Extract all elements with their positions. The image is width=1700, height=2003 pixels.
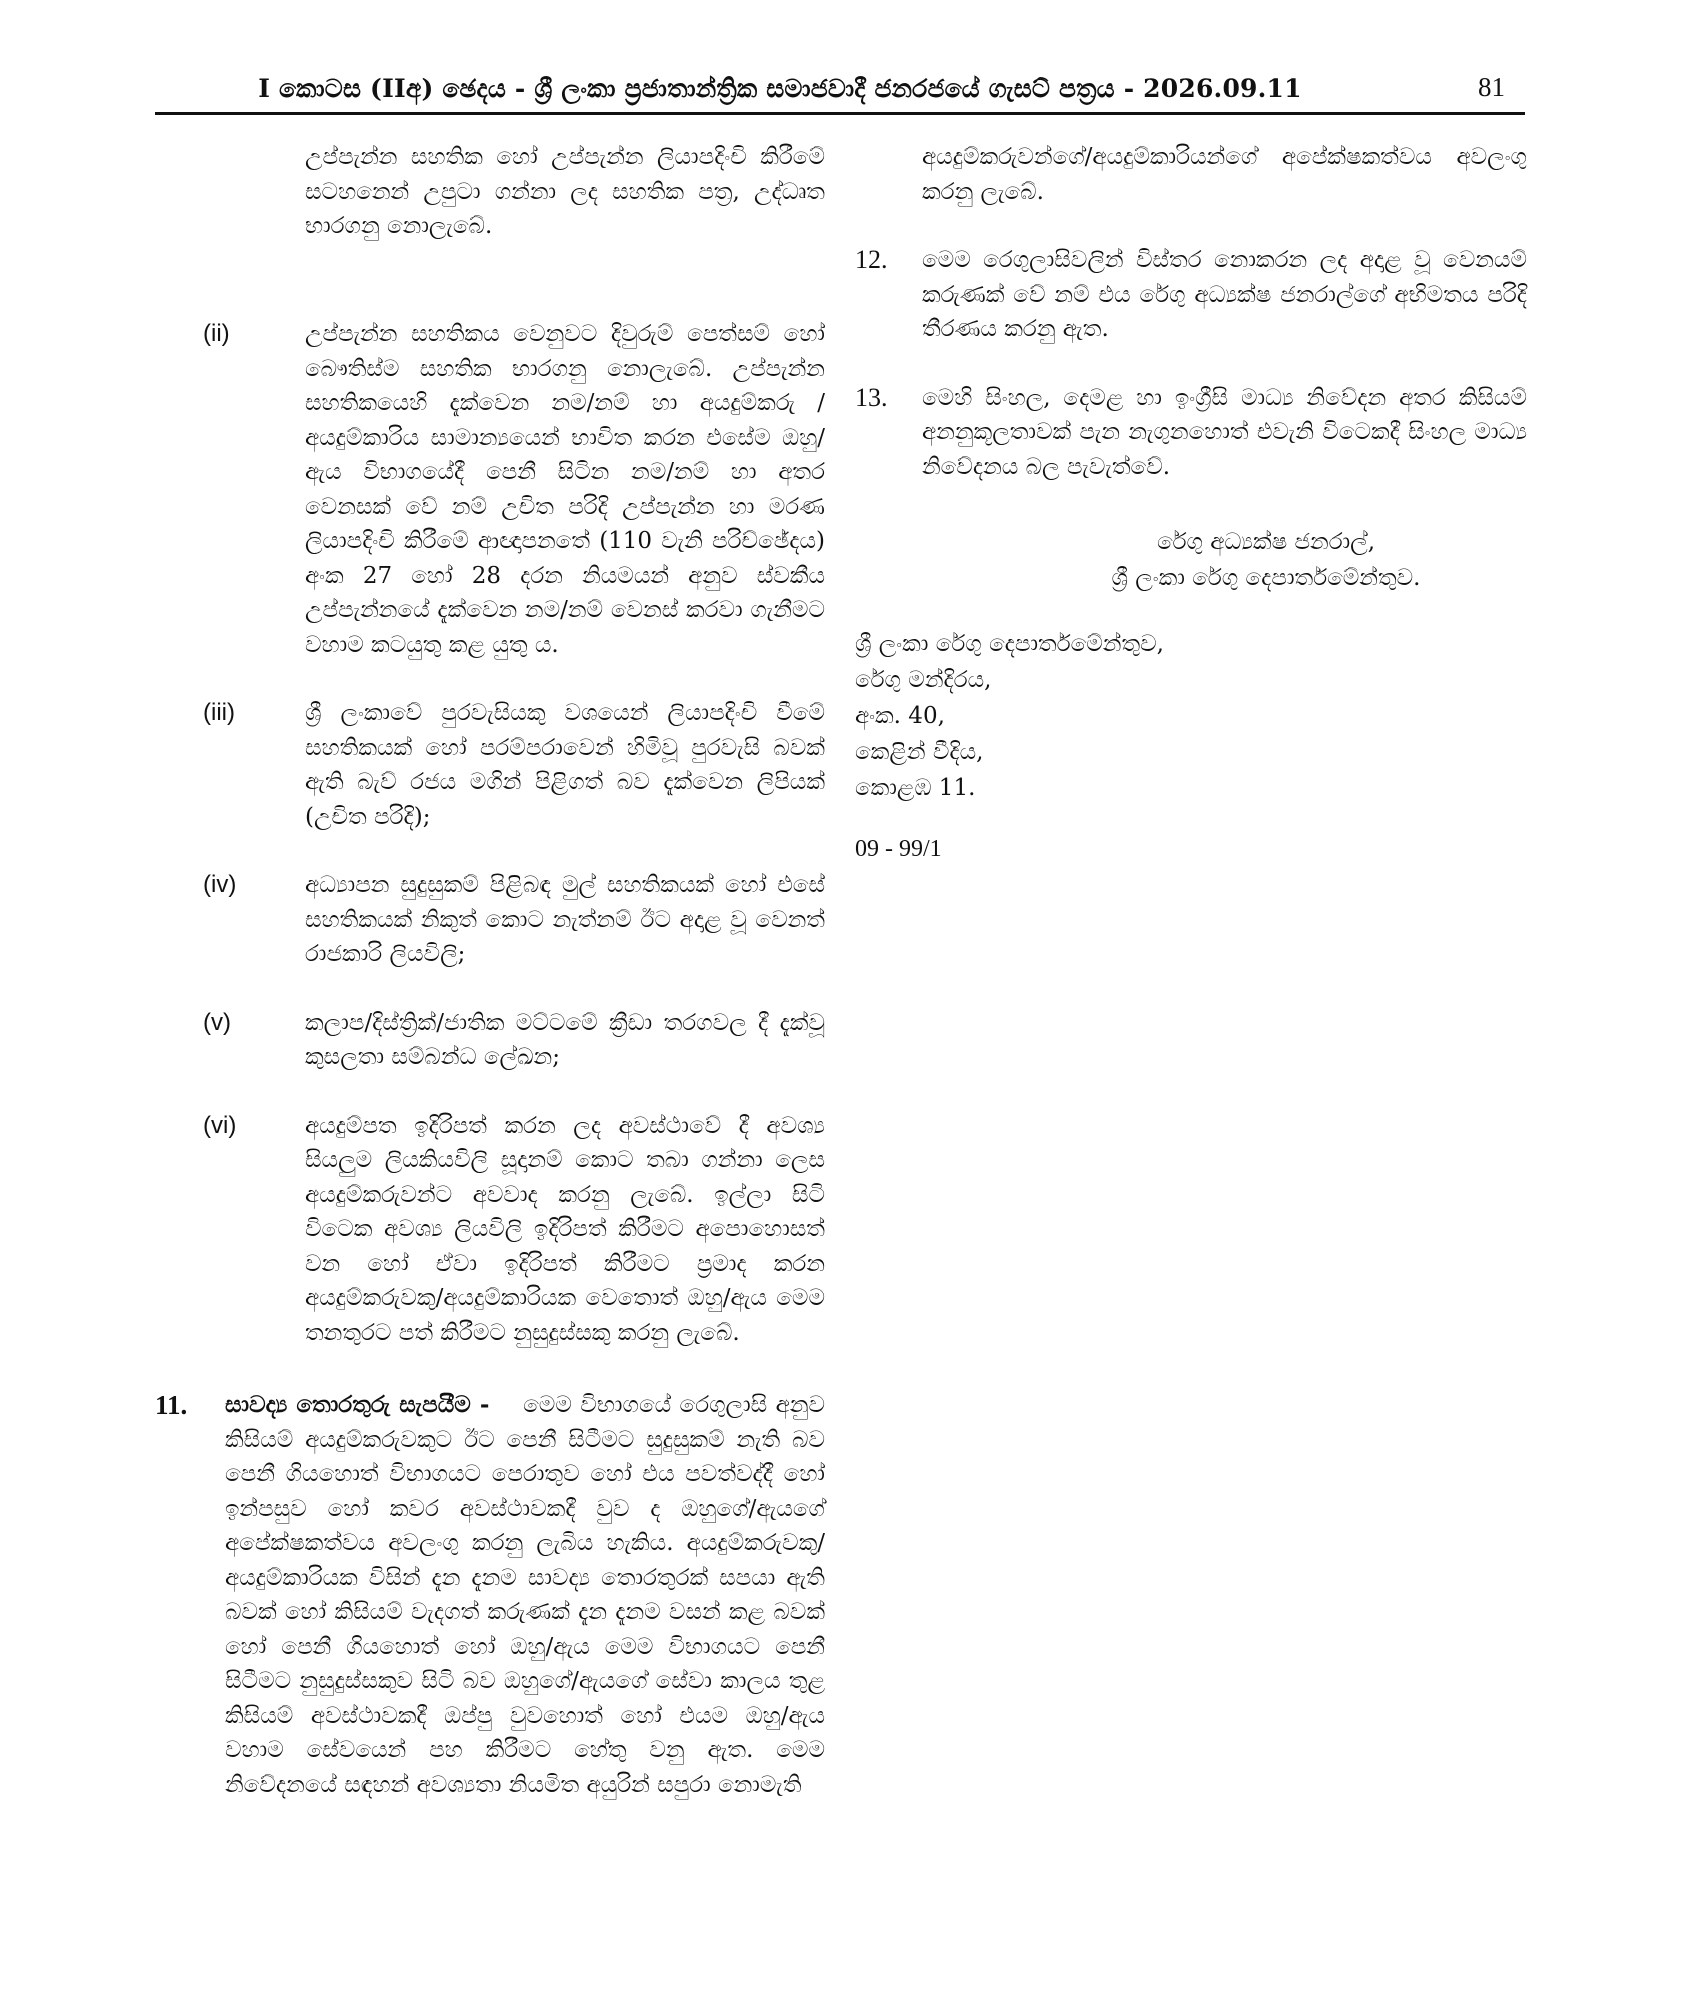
right-continuation-text: අයදුම්කරුවන්ගේ/අයදුම්කාරියන්ගේ අපේක්ෂකත්වය අවලංගු කරනු ලැබේ.: [922, 144, 1527, 205]
list-item-text: ශ්‍රී ලංකාවේ පුරවැසියකු වශයෙන් ලියාපදිංචි වීමේ සහතිකයක් හෝ පරම්පරාවෙන් හිමිවූ පුරවැසි බවක් ඇති බැව් රජය මගින් පිළිගත් බව දැක්වෙන ලිපියක් (උචිත පරිදි);: [305, 700, 825, 830]
list-item-number: (vi): [203, 1111, 237, 1139]
header-rule: [155, 112, 1525, 115]
section-number: 12.: [855, 245, 888, 274]
list-item-iv: [155, 868, 825, 972]
page-number: 81: [1478, 72, 1505, 102]
list-item-number: (iii): [203, 699, 235, 726]
section-number: 11.: [155, 1390, 188, 1420]
section-number: 13.: [855, 382, 888, 412]
address-line: රේගු මන්දිරය,: [855, 667, 992, 693]
address-line: කොළඹ 11.: [855, 775, 976, 801]
section-12: [855, 243, 1527, 347]
list-item-ii: [155, 317, 825, 662]
left-continuation-text: උප්පැන්න සහතික හෝ උප්පැන්න ලියාපදිංචි කිරීමේ සටහනෙන් උපුටා ගන්නා ලද සහතික පත්‍ර, උද්ධෘත භාරගනු නොලැබේ.: [305, 144, 825, 239]
right-continuation-block: [855, 140, 1527, 209]
header-title: I කොටස (IIඅ) ඡෙදය - ශ්‍රී ලංකා ප්‍රජාතාන්ත්‍රික සමාජවාදී ජනරජයේ ගැසට් පත්‍රය - 2026.09.11: [258, 74, 1302, 103]
right-column: [855, 140, 1527, 863]
list-item-text: කලාප/දිස්ත්‍රික්/ජාතික මට්ටමේ ක්‍රීඩා තරගවල දී දැක්වූ කුසලතා සම්බන්ධ ලේඛන;: [305, 1009, 825, 1070]
section-13: [855, 381, 1527, 485]
section-text: මෙම රෙගුලාසිවලින් විස්තර නොකරන ලද අදාළ වූ වෙනයම් කරුණක් වේ නම් එය රේගු අධ්‍යක්ෂ ජනරාල්ගේ අභිමතය පරිදි තීරණය කරනු ඇත.: [922, 247, 1527, 342]
list-item-text: අධ්‍යාපන සුදුසුකම් පිළිබඳ මුල් සහතිකයක් හෝ එසේ සහතිකයක් නිකුත් කොට නැත්නම් ඊට අදාළ වූ වෙනත් රාජකාරි ලියවිලි;: [305, 872, 825, 967]
signature-title: රේගු අධ්‍යක්ෂ ජනරාල්,: [1156, 529, 1376, 555]
list-item-number: (ii): [203, 320, 230, 347]
address-block: [855, 626, 1527, 806]
list-item-vi: [155, 1109, 825, 1351]
notice-reference: 09 - 99/1: [855, 836, 942, 862]
list-item-text: අයදුම්පත ඉදිරිපත් කරන ලද අවස්ථාවේ දී අවශ්‍ය සියලුම ලියකියවිලි සූදානම් කොට තබා ගන්නා ලෙස අයදුම්කරුවන්ට අවවාද කරනු ලැබේ. ඉල්ලා සිටි විටෙක අවශ්‍ය ලියවිලි ඉදිරිපත් කිරීමට අපොහොසත් වන හෝ ඒවා ඉදිරිපත් කිරීමට ප්‍රමාද කරන අයදුම්කරුවකු/අයදුම්කාරියක වෙතොත් ඔහු/ඇය මෙම තනතුරට පත් කිරීමට නුසුදුස්සකු කරනු ලැබේ.: [305, 1112, 825, 1346]
list-item-v: [155, 1006, 825, 1075]
section-heading: සාවද්‍ය තොරතුරු සැපයීම -: [225, 1391, 490, 1418]
list-item-number: (v): [203, 1008, 231, 1036]
list-item-text: උප්පැන්න සහතිකය වෙනුවට දිවුරුම් පෙත්සම් හෝ බෞතිස්ම සහතික භාරගනු නොලැබේ. උප්පැන්න සහතිකයෙහි දැක්වෙන නම/නම් හා අයදුම්කරු / අයදුම්කාරිය සාමාන්‍යයෙන් භාවිත කරන එසේම ඔහු/ඇය විභාගයේදී පෙනී සිටින නම/නම් හා අතර වෙනසක් වේ නම් උචිත පරිදි උප්පැන්න හා මරණ ලියාපදිංචි කිරීමේ ආඥාපනතේ (110 වැනි පරිච්ඡේදය) අංක 27 හෝ 28 දරන නියමයන් අනුව ස්වකීය උප්පැන්නයේ දැක්වෙන නම/නම් වෙනස් කරවා ගැනීමට වහාම කටයුතු කළ යුතු ය.: [305, 321, 825, 658]
section-body: මෙම විභාගයේ රෙගුලාසි අනුව කිසියම් අයදුම්කරුවකුට ඊට පෙනී සිටීමට සුදුසුකම් නැති බව පෙනී ගියහොත් විභාගයට පෙරාතුව හෝ එය පවත්වද්දී හෝ ඉන්පසුව හෝ කවර අවස්ථාවකදී වුව ද ඔහුගේ/ඇයගේ අපේක්ෂකත්වය අවලංගු කරනු ලැබිය හැකිය. අයදුම්කරුවකු/අයදුම්කාරියක විසින් දැන දැනම සාවද්‍ය තොරතුරක් සපයා ඇති බවක් හෝ කිසියම් වැදගත් කරුණක් දැන දැනම වසන් කළ බවක් හෝ පෙනී ගියහොත් හෝ ඔහු/ඇය මෙම විභාගයට පෙනී සිටීමට නුසුදුස්සකුව සිටි බව ඔහුගේ/ඇයගේ සේවා කාලය තුළ කිසියම් අවස්ථාවකදී ඔප්පු වුවහොත් හෝ එයම ඔහු/ඇය වහාම සේවයෙන් පහ කිරීමට හේතු වනු ඇත. මෙම නිවේදනයේ සඳහන් අවශ්‍යතා නියමිත අයුරින් සපුරා නොමැති: [225, 1392, 826, 1798]
address-line: කෙළින් වීදිය,: [855, 739, 984, 765]
page-header: [155, 68, 1525, 116]
address-line: අංක. 40,: [855, 703, 945, 729]
signature-department: ශ්‍රී ලංකා රේගු දෙපාර්තමේන්තුව.: [1111, 565, 1421, 591]
section-text: මෙහි සිංහල, දෙමළ හා ඉංග්‍රීසි මාධ්‍ය නිවේදන අතර කිසියම් අනනුකූලතාවක් පැන නැගුනහොත් එවැනි විටෙකදී සිංහල මාධ්‍ය නිවේදනය බල පැවැත්වේ.: [922, 384, 1527, 480]
list-item-number: (iv): [203, 871, 237, 898]
address-line: ශ්‍රී ලංකා රේගු දෙපාර්තමේන්තුව,: [855, 631, 1164, 657]
left-column: [155, 140, 825, 1802]
left-continuation-block: [155, 140, 825, 263]
signature-block: [1005, 524, 1527, 596]
section-11: [155, 1388, 825, 1802]
list-item-iii: [155, 696, 825, 834]
section-text: [225, 1388, 825, 1802]
